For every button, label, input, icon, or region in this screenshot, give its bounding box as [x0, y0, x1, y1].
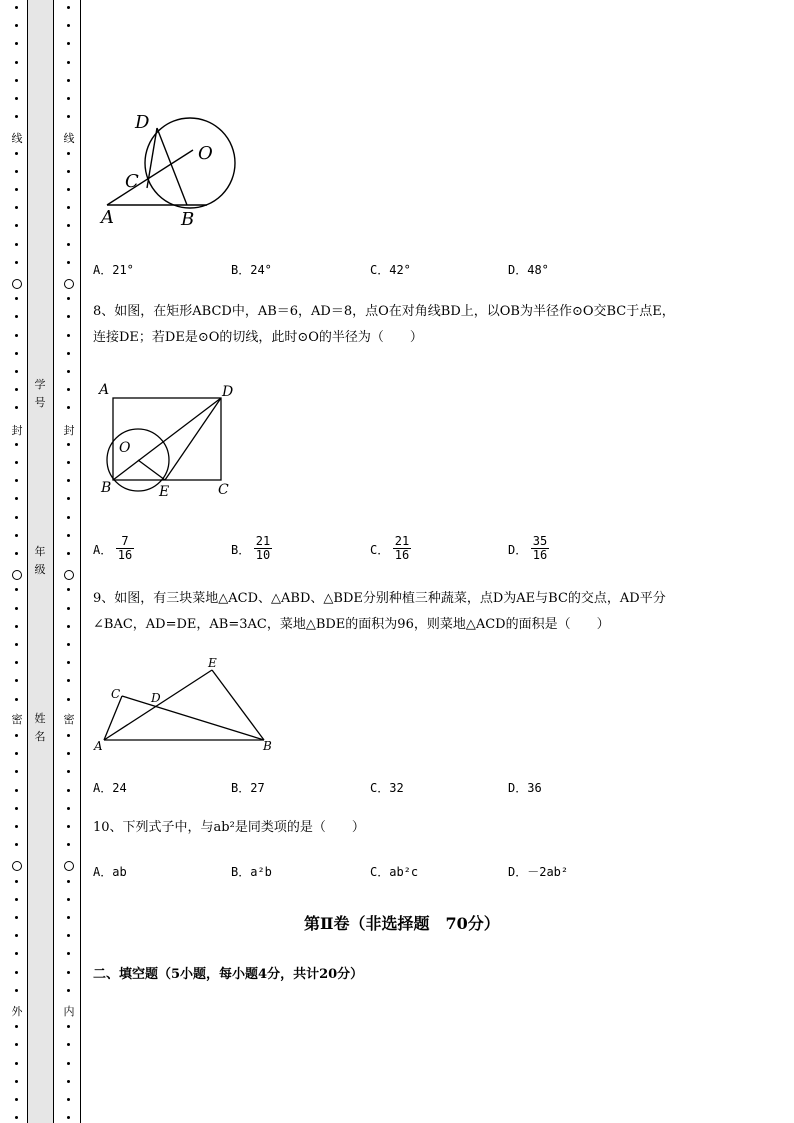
- binding-dot: [15, 843, 18, 846]
- binding-dot: [15, 971, 18, 974]
- binding-dot: [15, 552, 18, 555]
- binding-dot: [67, 97, 70, 100]
- binding-dot: [15, 588, 18, 591]
- binding-dot: [67, 898, 70, 901]
- binding-dot: [67, 170, 70, 173]
- q8-option-a-fraction: $\frac{7}{16}$: [117, 534, 133, 562]
- binding-dot: [67, 698, 70, 701]
- q10-option-c[interactable]: C．ab²c: [370, 865, 419, 879]
- margin-char-mi-left: 密: [11, 713, 23, 726]
- binding-hole-icon: [64, 279, 74, 289]
- left-dot-column: [12, 0, 22, 1123]
- binding-dot: [67, 1062, 70, 1065]
- q7-option-d[interactable]: D．48°: [508, 263, 549, 277]
- fig8-label-d: D: [222, 384, 234, 400]
- q8-option-c-fraction: $\frac{21}{16}$: [394, 534, 410, 562]
- binding-dot: [15, 152, 18, 155]
- binding-dot: [67, 770, 70, 773]
- binding-dot: [67, 243, 70, 246]
- binding-dot: [67, 352, 70, 355]
- binding-dot: [15, 534, 18, 537]
- figure-q8-rectangle: [95, 378, 240, 503]
- binding-dot: [15, 880, 18, 883]
- binding-dot: [67, 588, 70, 591]
- binding-dot: [15, 443, 18, 446]
- binding-dot: [67, 916, 70, 919]
- binding-dot: [15, 607, 18, 610]
- binding-dot: [15, 170, 18, 173]
- binding-dot: [67, 261, 70, 264]
- binding-hole-icon: [12, 861, 22, 871]
- binding-dot: [67, 334, 70, 337]
- binding-dot: [15, 825, 18, 828]
- q8-option-d-fraction: $\frac{35}{16}$: [532, 534, 548, 562]
- fig7-label-c: C: [125, 171, 139, 192]
- binding-dot: [67, 152, 70, 155]
- binding-dot: [67, 807, 70, 810]
- binding-dot: [15, 1043, 18, 1046]
- binding-dot: [15, 461, 18, 464]
- q10-stem: 10、下列式子中，与ab²是同类项的是（ ）: [93, 820, 365, 835]
- binding-dot: [67, 206, 70, 209]
- binding-dot: [67, 734, 70, 737]
- fig7-label-b: B: [181, 209, 195, 230]
- q8-option-c-letter[interactable]: C．: [370, 543, 390, 557]
- q10-option-a[interactable]: A．ab: [93, 865, 127, 879]
- q7-option-a[interactable]: A．21°: [93, 263, 134, 277]
- binding-dot: [15, 334, 18, 337]
- binding-dot: [15, 206, 18, 209]
- section-2-title: 第Ⅱ卷（非选择题 70分）: [304, 914, 500, 933]
- binding-dot: [67, 61, 70, 64]
- binding-hole-icon: [12, 570, 22, 580]
- binding-dot: [67, 1098, 70, 1101]
- binding-dot: [15, 934, 18, 937]
- binding-dot: [15, 97, 18, 100]
- binding-dot: [15, 388, 18, 391]
- binding-dot: [15, 752, 18, 755]
- q10-option-d[interactable]: D．－2ab²: [508, 865, 569, 879]
- binding-dot: [15, 79, 18, 82]
- right-dot-column: [64, 0, 74, 1123]
- binding-dot: [15, 989, 18, 992]
- binding-dot: [15, 224, 18, 227]
- binding-dot: [67, 24, 70, 27]
- binding-dot: [67, 1025, 70, 1028]
- binding-dot: [67, 661, 70, 664]
- margin-rule: [80, 0, 81, 1123]
- binding-dot: [15, 807, 18, 810]
- binding-dot: [15, 643, 18, 646]
- binding-dot: [67, 516, 70, 519]
- binding-dot: [67, 370, 70, 373]
- binding-dot: [15, 243, 18, 246]
- binding-dot: [67, 443, 70, 446]
- binding-dot: [67, 934, 70, 937]
- binding-dot: [67, 625, 70, 628]
- q8-option-d-letter[interactable]: D．: [508, 543, 528, 557]
- margin-char-mi-right: 密: [63, 713, 75, 726]
- binding-dot: [67, 6, 70, 9]
- binding-dot: [67, 843, 70, 846]
- binding-dot: [67, 461, 70, 464]
- binding-dot: [15, 61, 18, 64]
- margin-char-nei: 内: [63, 1005, 75, 1018]
- binding-dot: [15, 479, 18, 482]
- binding-dot: [15, 497, 18, 500]
- binding-dot: [15, 698, 18, 701]
- binding-dot: [67, 42, 70, 45]
- fig7-label-a: A: [101, 207, 114, 228]
- binding-dot: [15, 1062, 18, 1065]
- binding-dot: [67, 643, 70, 646]
- binding-dot: [15, 916, 18, 919]
- q9-stem-line1: 9、如图，有三块菜地△ACD、△ABD、△BDE分别种植三种蔬菜，点D为AE与BC的交点，AD平分: [93, 591, 666, 606]
- q8-option-b-fraction: $\frac{21}{10}$: [255, 534, 271, 562]
- binding-dot: [67, 825, 70, 828]
- binding-dot: [67, 188, 70, 191]
- binding-dot: [15, 789, 18, 792]
- q8-stem-line2: 连接DE；若DE是⊙O的切线，此时⊙O的半径为（ ）: [93, 330, 423, 345]
- binding-dot: [67, 115, 70, 118]
- binding-dot: [67, 989, 70, 992]
- margin-char-feng-right: 封: [63, 424, 75, 437]
- binding-dot: [15, 625, 18, 628]
- binding-dot: [67, 1080, 70, 1083]
- q9-option-a[interactable]: A．24: [93, 781, 127, 795]
- binding-dot: [15, 188, 18, 191]
- binding-hole-icon: [64, 861, 74, 871]
- binding-dot: [67, 224, 70, 227]
- label-student-id: 学号: [34, 378, 46, 409]
- binding-dot: [67, 607, 70, 610]
- binding-dot: [67, 679, 70, 682]
- binding-dot: [15, 661, 18, 664]
- fig8-label-o: O: [119, 440, 131, 456]
- binding-dot: [15, 770, 18, 773]
- binding-dot: [15, 261, 18, 264]
- binding-dot: [67, 971, 70, 974]
- q9-stem-line2: ∠BAC，AD=DE，AB=3AC，菜地△BDE的面积为96，则菜地△ACD的面积是（ ）: [93, 617, 610, 632]
- q10-option-b[interactable]: B．a²b: [231, 865, 272, 879]
- binding-dot: [67, 1043, 70, 1046]
- binding-dot: [15, 315, 18, 318]
- binding-dot: [15, 1025, 18, 1028]
- fig8-label-c: C: [218, 482, 229, 498]
- fig9-label-c: C: [111, 687, 121, 701]
- binding-hole-icon: [12, 279, 22, 289]
- binding-dot: [67, 952, 70, 955]
- binding-dot: [67, 497, 70, 500]
- part-2-title: 二、填空题（5小题，每小题4分，共计20分）: [93, 967, 364, 982]
- q7-option-b[interactable]: B．24°: [231, 263, 272, 277]
- q7-option-c[interactable]: C．42°: [370, 263, 411, 277]
- fig9-label-d: D: [151, 691, 161, 705]
- fig7-label-o: O: [198, 143, 213, 164]
- fig9-label-b: B: [263, 739, 272, 753]
- binding-dot: [67, 79, 70, 82]
- binding-dot: [15, 679, 18, 682]
- binding-dot: [15, 952, 18, 955]
- binding-dot: [15, 1098, 18, 1101]
- fig8-label-b: B: [101, 480, 112, 496]
- binding-dot: [67, 552, 70, 555]
- fig8-label-a: A: [99, 382, 110, 398]
- binding-dot: [15, 1080, 18, 1083]
- binding-dot: [67, 1116, 70, 1119]
- margin-char-xian-left: 线: [11, 132, 23, 145]
- binding-hole-icon: [64, 570, 74, 580]
- margin-char-wai: 外: [11, 1005, 23, 1018]
- margin-char-feng-left: 封: [11, 424, 23, 437]
- q9-option-c[interactable]: C．32: [370, 781, 404, 795]
- binding-dot: [15, 516, 18, 519]
- binding-dot: [67, 789, 70, 792]
- binding-dot: [67, 315, 70, 318]
- figure-q9-triangles: [92, 654, 282, 754]
- binding-dot: [15, 1116, 18, 1119]
- binding-dot: [15, 297, 18, 300]
- binding-dot: [15, 115, 18, 118]
- margin-char-xian-right: 线: [63, 132, 75, 145]
- binding-dot: [15, 734, 18, 737]
- binding-dot: [15, 406, 18, 409]
- label-grade: 年级: [34, 545, 46, 576]
- q8-stem-line1: 8、如图，在矩形ABCD中，AB＝6，AD＝8，点O在对角线BD上，以OB为半径作⊙O交BC于点E，: [93, 304, 675, 319]
- figure-q7-circle: [95, 108, 245, 233]
- binding-dot: [15, 42, 18, 45]
- binding-dot: [67, 388, 70, 391]
- binding-dot: [67, 880, 70, 883]
- binding-dot: [67, 406, 70, 409]
- binding-dot: [67, 534, 70, 537]
- binding-dot: [15, 24, 18, 27]
- binding-dot: [15, 352, 18, 355]
- q8-option-a-letter[interactable]: A．: [93, 543, 113, 557]
- binding-dot: [67, 752, 70, 755]
- fig9-label-a: A: [94, 739, 103, 753]
- binding-dot: [67, 479, 70, 482]
- binding-dot: [15, 898, 18, 901]
- label-name: 姓名: [34, 712, 46, 743]
- q9-option-b[interactable]: B．27: [231, 781, 265, 795]
- q9-option-d[interactable]: D．36: [508, 781, 542, 795]
- q8-option-b-letter[interactable]: B．: [231, 543, 251, 557]
- binding-dot: [15, 6, 18, 9]
- fig9-label-e: E: [208, 656, 217, 670]
- binding-dot: [15, 370, 18, 373]
- fig7-label-d: D: [135, 112, 150, 133]
- binding-dot: [67, 297, 70, 300]
- fig8-label-e: E: [159, 484, 170, 500]
